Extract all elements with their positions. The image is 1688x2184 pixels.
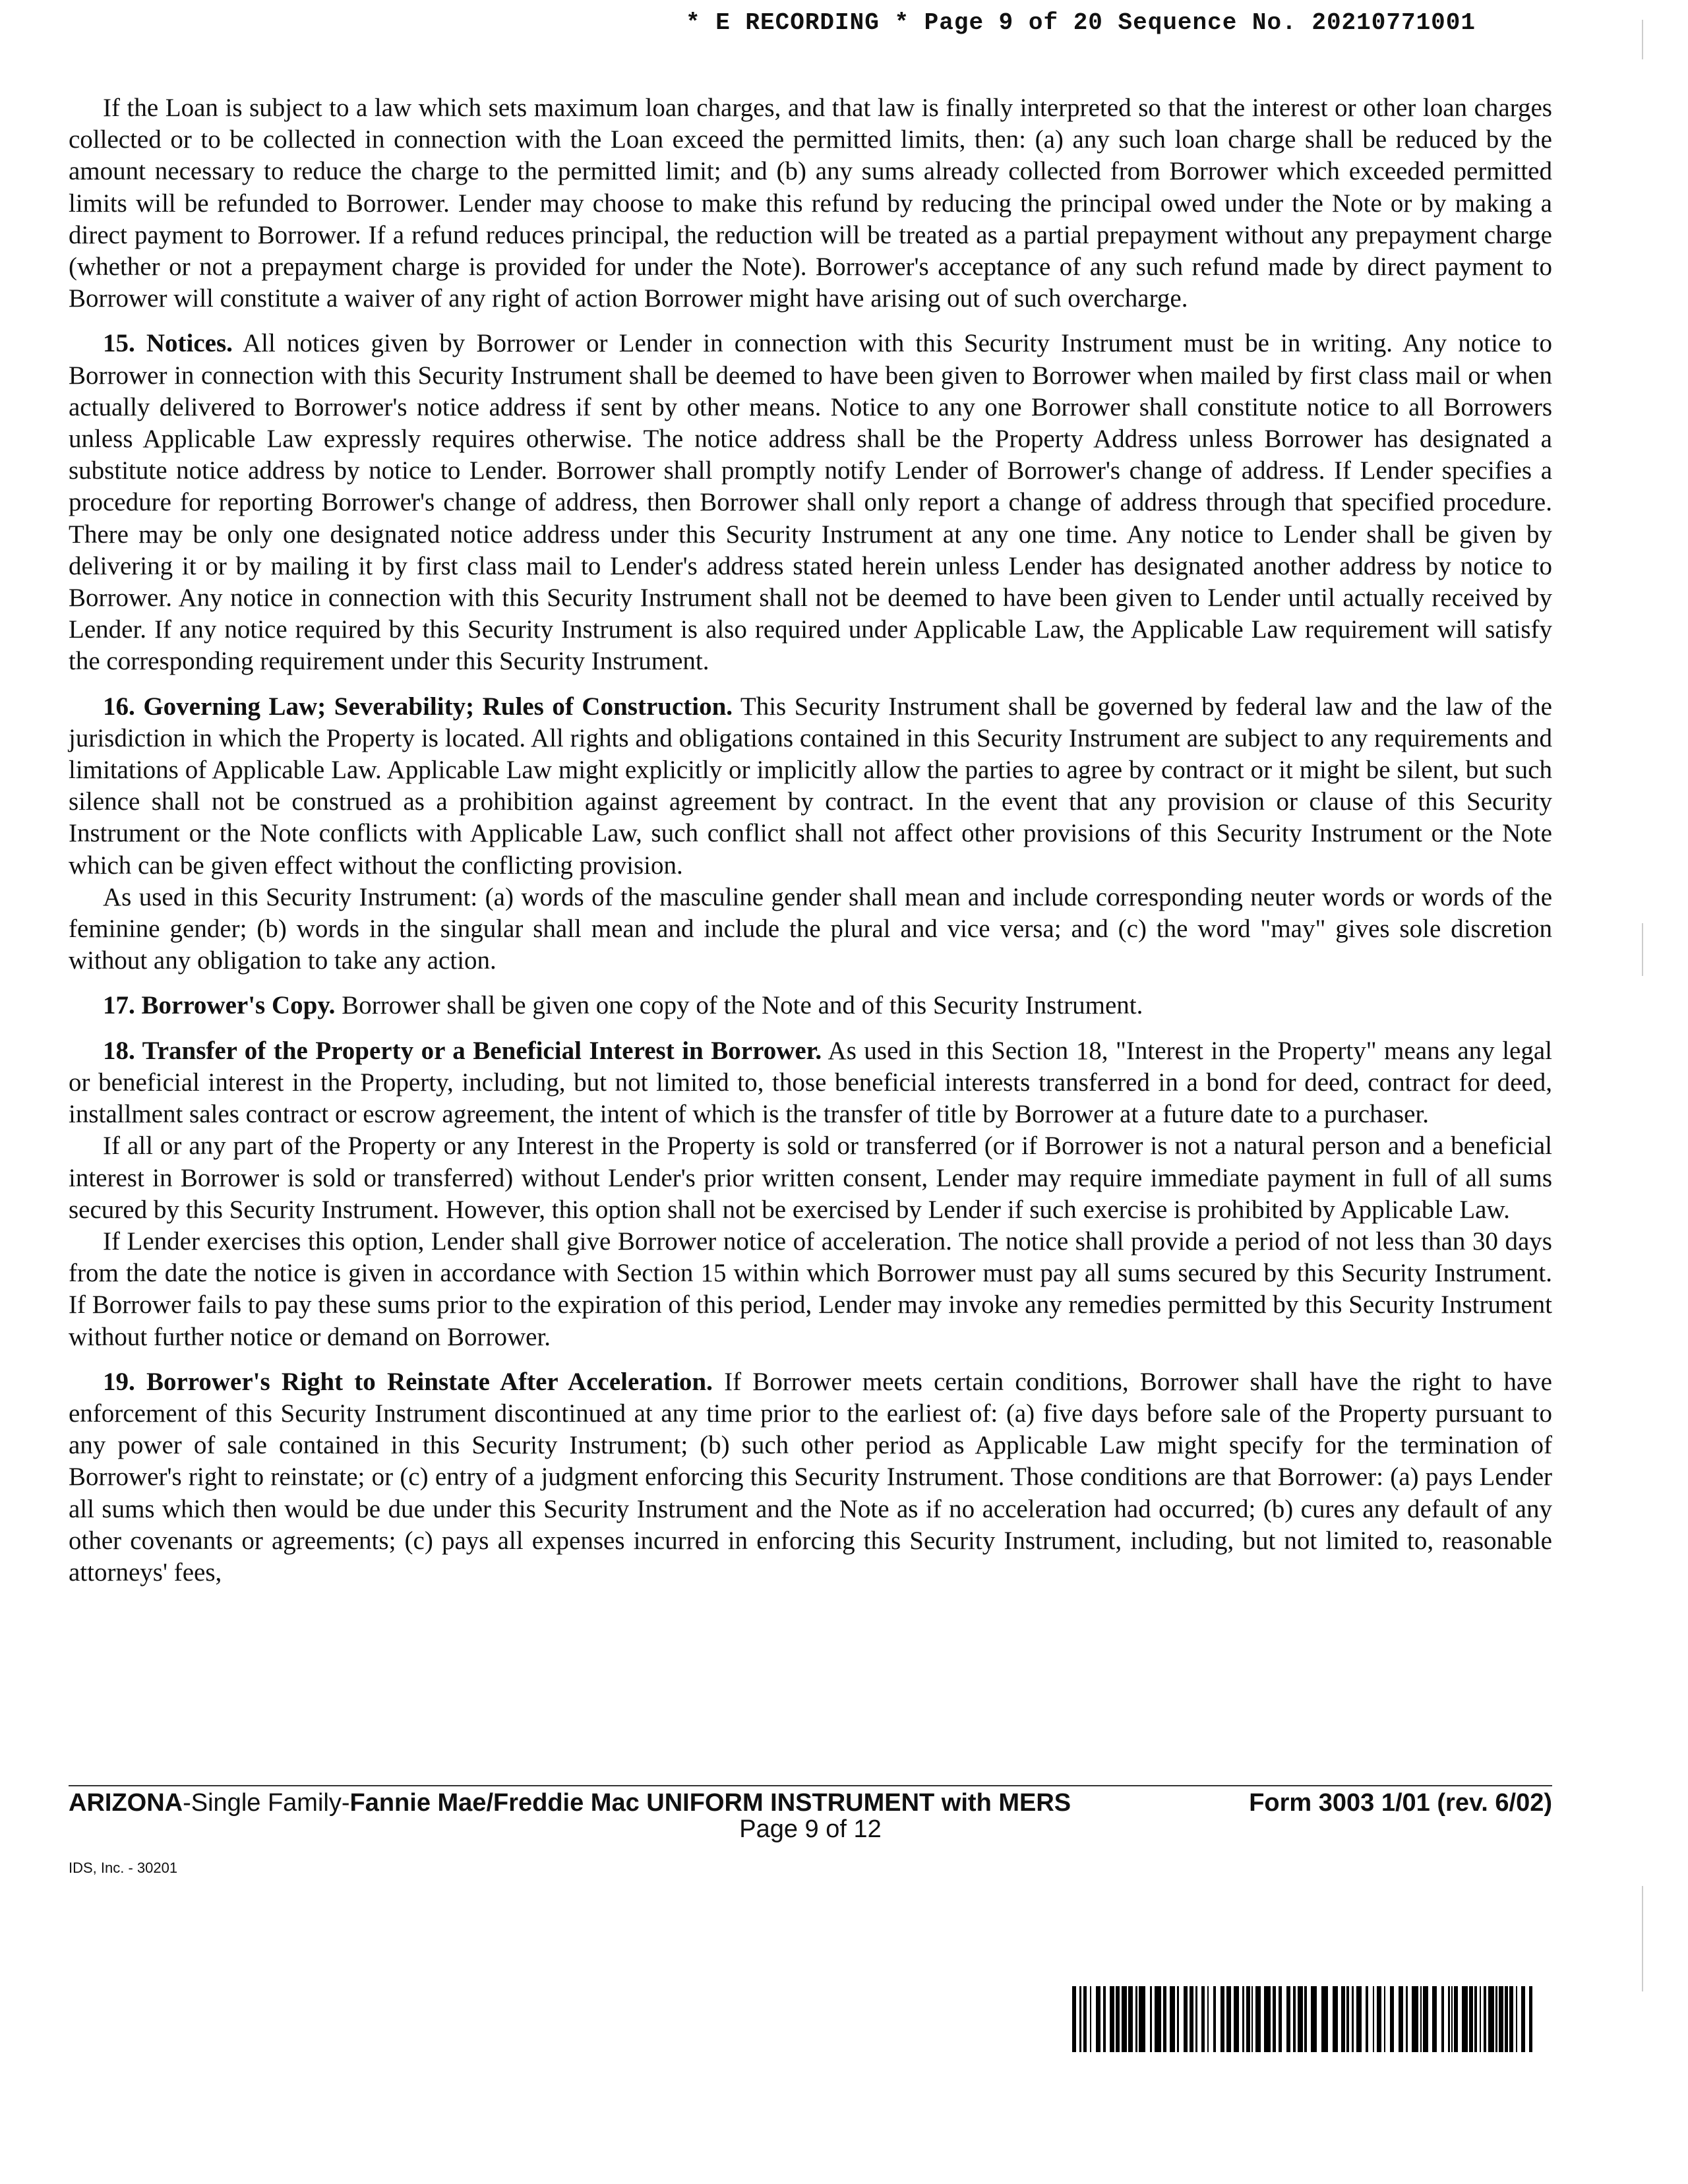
section-18-text: As used in this Section 18, "Interest in the Property" means any legal or beneficial interest in the Property, including, but not limited to, those beneficial interests transferred in a bond for deed, contract for deed, installment sales contract or escrow agreement, the intent of which is the transfer of title by Borrower at a future date to a purchaser. <box>69 1036 1552 1129</box>
barcode-bar <box>1286 1986 1290 2052</box>
barcode-bar <box>1454 1986 1458 2052</box>
footer-form-number: Form 3003 1/01 (rev. 6/02) <box>1249 1789 1552 1817</box>
barcode-bar <box>1207 1986 1209 2052</box>
barcode-bar <box>1412 1986 1418 2052</box>
section-19-heading: 19. Borrower's Right to Reinstate After Acceleration. <box>103 1367 713 1396</box>
recording-header: * E RECORDING * Page 9 of 20 Sequence No. 20210771001 <box>686 9 1476 36</box>
footer-page-number: Page 9 of 12 <box>739 1815 882 1843</box>
barcode-bar <box>1177 1986 1179 2052</box>
barcode-bar <box>1234 1986 1239 2052</box>
section-16-text: This Security Instrument shall be governed by federal law and the law of the jurisdiction in which the Property is located. All rights and obligations contained in this Security Instrument are subject to any requirements and limitations of Applicable Law. Applicable Law might explicitly or implicitly allow the parties to agree by contract or it might be silent, but such silence shall not be construed as a prohibition against agreement by contract. In the event that any provision or clause of this Security Instrument or the Note conflicts with Applicable Law, such conflict shall not affect other provisions of this Security Instrument or the Note which can be given effect without the conflicting provision. <box>69 692 1552 880</box>
document-body <box>69 92 1552 1589</box>
barcode-bar <box>1469 1986 1473 2052</box>
barcode-bar <box>1505 1986 1508 2052</box>
barcode-bar <box>1279 1986 1282 2052</box>
barcode-bar <box>1273 1986 1276 2052</box>
section-16 <box>69 691 1552 882</box>
section-19 <box>69 1366 1552 1589</box>
barcode-bar <box>1432 1986 1437 2052</box>
barcode-bar <box>1352 1986 1354 2052</box>
section-15-text: All notices given by Borrower or Lender in connection with this Security Instrument must be in writing. Any notice to Borrower in connection with this Security Instrument shall be deemed to have been given to Borrower when mailed by first class mail or when actually delivered to Borrower's notice address if sent by other means. Notice to any one Borrower shall constitute notice to all Borrowers unless Applicable Law expressly requires otherwise. The notice address shall be the Property Address unless Borrower has designated a substitute notice address by notice to Lender. Borrower shall promptly notify Lender of Borrower's change of address. If Lender specifies a procedure for reporting Borrower's change of address, then Borrower shall only report a change of address through that specified procedure. There may be only one designated notice address under this Security Instrument at any one time. Any notice to Lender shall be given by delivering it or by mailing it by first class mail to Lender's address stated herein unless Lender has designated another address by notice to Borrower. Any notice in connection with this Security Instrument shall not be deemed to have been given to Lender until actually received by Lender. If any notice required by this Security Instrument is also required under Applicable Law, the Applicable Law requirement will satisfy the corresponding requirement under this Security Instrument. <box>69 329 1552 676</box>
form-title-line <box>69 1788 1071 1817</box>
barcode-bar <box>1488 1986 1494 2052</box>
barcode-bar <box>1448 1986 1450 2052</box>
barcode-bar <box>1509 1986 1513 2052</box>
barcode-bar <box>1090 1986 1091 2052</box>
footer-form-title: Fannie Mae/Freddie Mac UNIFORM INSTRUMENT with MERS <box>349 1789 1071 1817</box>
barcode-bar <box>1384 1986 1385 2052</box>
barcode-bar <box>1083 1986 1087 2052</box>
footer-divider <box>69 1785 1552 1786</box>
section-16-heading: 16. Governing Law; Severability; Rules of Construction. <box>103 692 733 721</box>
barcode-bar <box>1346 1986 1349 2052</box>
barcode-bar <box>1226 1986 1231 2052</box>
scan-edge-mark <box>1642 1886 1643 1991</box>
barcode-bar <box>1190 1986 1193 2052</box>
barcode-bar <box>1529 1986 1532 2052</box>
barcode-bar <box>1441 1986 1444 2052</box>
barcode-bar <box>1079 1986 1081 2052</box>
barcode-bar <box>1521 1986 1525 2052</box>
barcode-bar <box>1333 1986 1338 2052</box>
barcode-bar <box>1128 1986 1133 2052</box>
barcode-bar <box>1390 1986 1394 2052</box>
barcode-bar <box>1420 1986 1422 2052</box>
section-18 <box>69 1035 1552 1131</box>
barcode-bar <box>1221 1986 1224 2052</box>
barcode-bar <box>1406 1986 1408 2052</box>
barcode-bar <box>1495 1986 1497 2052</box>
barcode-bar <box>1155 1986 1161 2052</box>
barcode-bar <box>1366 1986 1368 2052</box>
vendor-code: IDS, Inc. - 30201 <box>69 1860 178 1876</box>
barcode-bar <box>1163 1986 1166 2052</box>
barcode-bar <box>1150 1986 1152 2052</box>
barcode-bar <box>1184 1986 1188 2052</box>
barcode-bar <box>1116 1986 1120 2052</box>
form-footer <box>69 1788 1552 1817</box>
section-18-text-2: If all or any part of the Property or any Interest in the Property is sold or transferred (or if Borrower is not a natural person and a beneficial interest in Borrower is sold or transferred) without Lender's prior written consent, Lender may require immediate payment in full of all sums secured by this Security Instrument. However, this option shall not be exercised by Lender if such exercise is prohibited by Applicable Law. <box>69 1132 1552 1224</box>
barcode-bar <box>1356 1986 1362 2052</box>
barcode-bar <box>1096 1986 1100 2052</box>
barcode-bar <box>1480 1986 1481 2052</box>
section-19-text: If Borrower meets certain conditions, Borrower shall have the right to have enforcement of this Security Instrument discontinued at any time prior to the earliest of: (a) five days before sale of the Property pursuant to any power of sale contained in this Security Instrument; (b) such other period as Applicable Law might specify for the termination of Borrower's right to reinstate; or (c) entry of a judgment enforcing this Security Instrument. Those conditions are that Borrower: (a) pays Lender all sums which then would be due under this Security Instrument and the Note as if no acceleration had occurred; (b) cures any default of any other covenants or agreements; (c) pays all expenses incurred in enforcing this Security Instrument, including, but not limited to, reasonable attorneys' fees, <box>69 1367 1552 1587</box>
barcode-bar <box>1103 1986 1106 2052</box>
barcode-bar <box>1298 1986 1303 2052</box>
barcode-bar <box>1170 1986 1175 2052</box>
barcode-bar <box>1246 1986 1250 2052</box>
barcode-bar <box>1321 1986 1328 2052</box>
section-18-text-3: If Lender exercises this option, Lender shall give Borrower notice of acceleration. The notice shall provide a period of not less than 30 days from the date the notice is given in accordance with Section 15 within which Borrower must pay all sums secured by this Security Instrument. If Borrower fails to pay these sums prior to the expiration of this period, Lender may invoke any remedies permitted by this Security Instrument without further notice or demand on Borrower. <box>69 1227 1552 1351</box>
footer-family: -Single Family- <box>183 1789 350 1817</box>
barcode-bar <box>1451 1986 1453 2052</box>
section-17-text: Borrower shall be given one copy of the Note and of this Security Instrument. <box>342 991 1143 1020</box>
footer-state: ARIZONA <box>69 1789 183 1817</box>
barcode-bar <box>1139 1986 1145 2052</box>
barcode-bar <box>1499 1986 1503 2052</box>
barcode-bar <box>1293 1986 1296 2052</box>
barcode-image <box>1072 1986 1540 2052</box>
barcode-bar <box>1213 1986 1216 2052</box>
section-16-text-2: As used in this Security Instrument: (a) words of the masculine gender shall mean and include corresponding neuter words or words of the feminine gender; (b) words in the singular shall mean and include the plural and vice versa; and (c) the word "may" gives sole discretion without any obligation to take any action. <box>69 882 1552 975</box>
barcode-bar <box>1195 1986 1197 2052</box>
section-15-heading: 15. Notices. <box>103 329 233 358</box>
barcode-bar <box>1377 1986 1381 2052</box>
barcode-bar <box>1122 1986 1127 2052</box>
section-17 <box>69 990 1552 1021</box>
barcode-bar <box>1462 1986 1468 2052</box>
barcode-bar <box>1484 1986 1486 2052</box>
barcode-bar <box>1373 1986 1374 2052</box>
barcode-bar <box>1242 1986 1244 2052</box>
section-18-heading: 18. Transfer of the Property or a Beneficial Interest in Borrower. <box>103 1036 822 1065</box>
barcode-bar <box>1423 1986 1428 2052</box>
barcode-bar <box>1135 1986 1137 2052</box>
barcode-bar <box>1110 1986 1114 2052</box>
barcode-bar <box>1516 1986 1517 2052</box>
scan-edge-mark <box>1642 20 1643 59</box>
paragraph-14-continuation: If the Loan is subject to a law which sets maximum loan charges, and that law is finally interpreted so that the interest or other loan charges collected or to be collected in connection with the Loan exceed the permitted limits, then: (a) any such loan charge shall be reduced by the amount necessary to reduce the charge to the permitted limit; and (b) any sums already collected from Borrower which exceeded permitted limits will be refunded to Borrower. Lender may choose to make this refund by reducing the principal owed under the Note or by making a direct payment to Borrower. If a refund reduces principal, the reduction will be treated as a partial prepayment without any prepayment charge (whether or not a prepayment charge is provided for under the Note). Borrower's acceptance of any such refund made by direct payment to Borrower will constitute a waiver of any right of action Borrower might have arising out of such overcharge. <box>69 94 1552 313</box>
scan-edge-mark <box>1642 923 1643 976</box>
barcode-bar <box>1304 1986 1307 2052</box>
barcode-bar <box>1474 1986 1477 2052</box>
barcode-bar <box>1201 1986 1205 2052</box>
barcode-bar <box>1341 1986 1345 2052</box>
barcode-bar <box>1264 1986 1271 2052</box>
barcode-bar <box>1399 1986 1403 2052</box>
section-17-heading: 17. Borrower's Copy. <box>103 991 336 1020</box>
barcode-bar <box>1255 1986 1261 2052</box>
barcode-bar <box>1072 1986 1076 2052</box>
barcode-bar <box>1251 1986 1253 2052</box>
section-15 <box>69 328 1552 677</box>
barcode-bar <box>1311 1986 1317 2052</box>
